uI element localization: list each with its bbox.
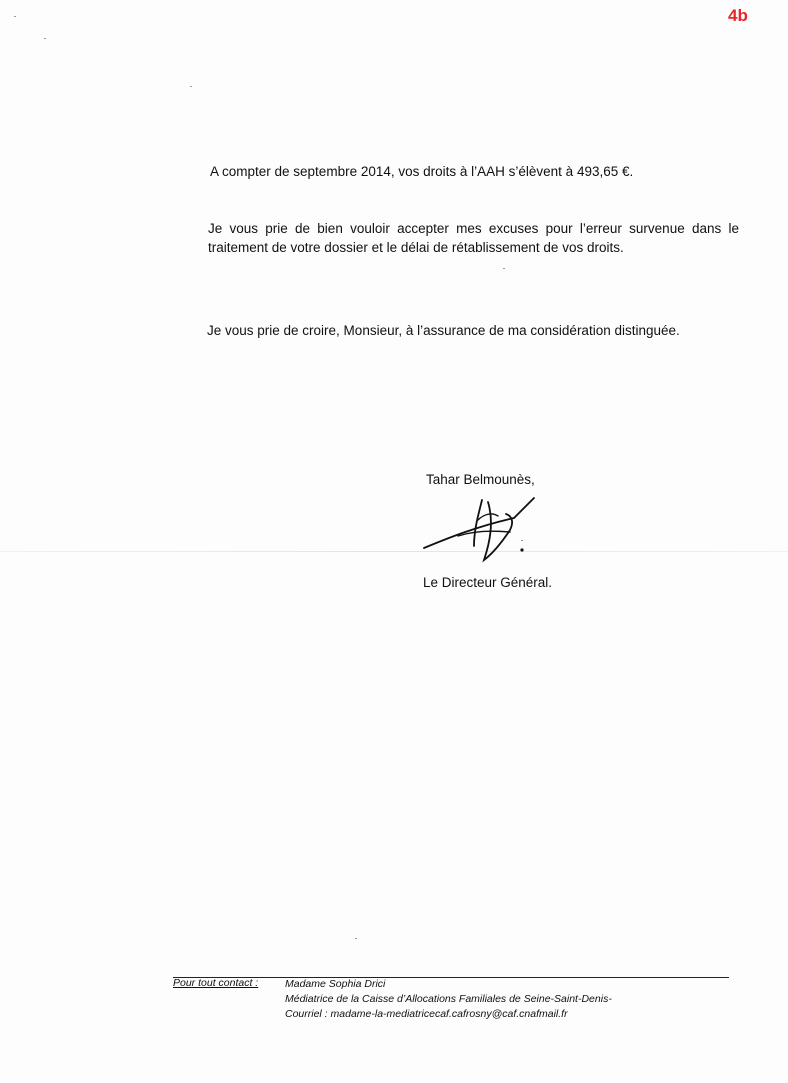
letter-paragraph-closing: Je vous prie de croire, Monsieur, à l’assurance de ma considération distinguée. (207, 323, 680, 338)
handwritten-signature (418, 492, 540, 572)
signer-title: Le Directeur Général. (423, 575, 553, 590)
page-number-label: 4b (728, 6, 748, 25)
scan-speck (14, 16, 16, 17)
letter-paragraph-amount: A compter de septembre 2014, vos droits à l’AAH s’élèvent à 493,65 €. (210, 164, 634, 179)
paper-fold-line (0, 551, 788, 552)
footer-contact-details (285, 977, 612, 1022)
scan-speck (44, 38, 46, 39)
letter-paragraph-apology: Je vous prie de bien vouloir accepter mes excuses pour l’erreur survenue dans le traitement de votre dossier et le délai de rétablissement de vos droits. (208, 221, 739, 255)
signer-name: Tahar Belmounès, (426, 472, 535, 487)
scan-speck (190, 86, 192, 87)
footer-contact-name: Madame Sophia Drici (285, 978, 386, 990)
footer-contact-role: Médiatrice de la Caisse d’Allocations Familiales de Seine-Saint-Denis- (285, 993, 612, 1005)
footer-contact-label: Pour tout contact : (173, 977, 259, 989)
scan-speck (355, 938, 357, 939)
footer-contact-email: Courriel : madame-la-mediatricecaf.cafrosny@caf.cnafmail.fr (285, 1008, 568, 1020)
scan-speck (503, 268, 505, 269)
